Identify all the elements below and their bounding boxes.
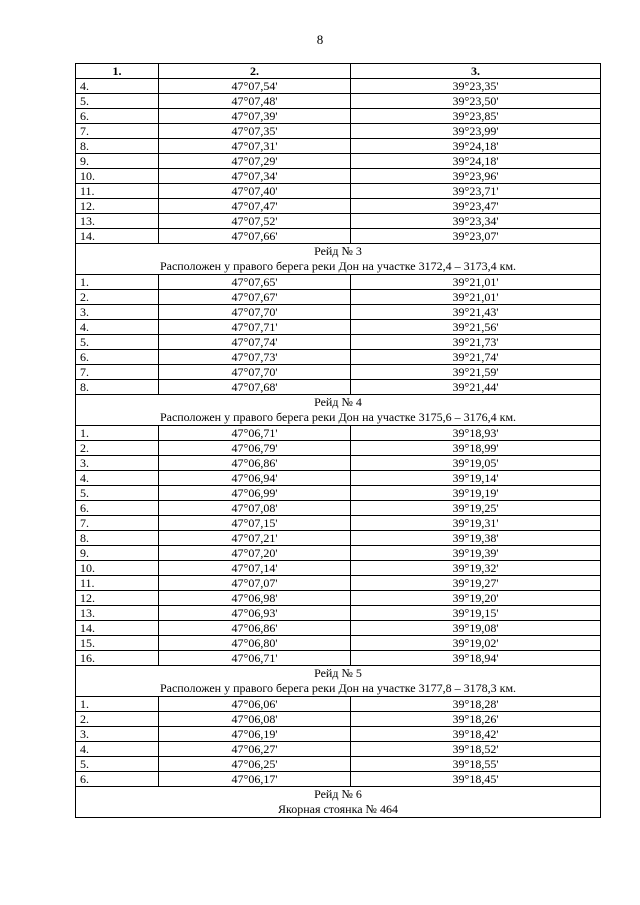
latitude-cell: 47°06,99' (159, 486, 351, 501)
point-number: 2. (76, 712, 159, 727)
table-row (76, 636, 601, 651)
longitude-cell: 39°19,25' (351, 501, 601, 516)
point-number: 10. (76, 169, 159, 184)
point-number: 4. (76, 471, 159, 486)
point-number: 1. (76, 697, 159, 712)
point-number: 6. (76, 501, 159, 516)
point-number: 3. (76, 305, 159, 320)
point-number: 5. (76, 486, 159, 501)
latitude-cell: 47°07,29' (159, 154, 351, 169)
latitude-cell: 47°07,21' (159, 531, 351, 546)
latitude-cell: 47°06,93' (159, 606, 351, 621)
latitude-cell: 47°07,48' (159, 94, 351, 109)
longitude-cell: 39°18,93' (351, 426, 601, 441)
table-row (76, 320, 601, 335)
latitude-cell: 47°07,20' (159, 546, 351, 561)
section-title: Рейд № 6 (314, 787, 362, 801)
longitude-cell: 39°19,08' (351, 621, 601, 636)
longitude-cell: 39°19,32' (351, 561, 601, 576)
table-row (76, 651, 601, 666)
table-row (76, 290, 601, 305)
coordinates-table (75, 63, 601, 818)
table-row (76, 335, 601, 350)
table-row (76, 441, 601, 456)
point-number: 8. (76, 531, 159, 546)
longitude-cell: 39°21,43' (351, 305, 601, 320)
latitude-cell: 47°06,27' (159, 742, 351, 757)
section-title: Рейд № 5 (314, 666, 362, 680)
longitude-cell: 39°23,07' (351, 229, 601, 244)
point-number: 3. (76, 456, 159, 471)
section-heading-row (76, 395, 601, 426)
page-number: 8 (316, 32, 324, 47)
longitude-cell: 39°18,55' (351, 757, 601, 772)
point-number: 13. (76, 214, 159, 229)
latitude-cell: 47°07,31' (159, 139, 351, 154)
latitude-cell: 47°07,73' (159, 350, 351, 365)
section-subtitle: Расположен у правого берега реки Дон на участке 3172,4 – 3173,4 км. (159, 259, 517, 273)
longitude-cell: 39°18,42' (351, 727, 601, 742)
point-number: 16. (76, 651, 159, 666)
table-row (76, 516, 601, 531)
table-row (76, 380, 601, 395)
table-row (76, 169, 601, 184)
section-heading (76, 395, 601, 426)
longitude-cell: 39°18,52' (351, 742, 601, 757)
section-heading (76, 666, 601, 697)
point-number: 4. (76, 742, 159, 757)
point-number: 11. (76, 576, 159, 591)
longitude-cell: 39°23,99' (351, 124, 601, 139)
point-number: 1. (76, 426, 159, 441)
longitude-cell: 39°21,44' (351, 380, 601, 395)
longitude-cell: 39°18,45' (351, 772, 601, 787)
latitude-cell: 47°06,08' (159, 712, 351, 727)
latitude-cell: 47°06,94' (159, 471, 351, 486)
table-row (76, 365, 601, 380)
longitude-cell: 39°21,56' (351, 320, 601, 335)
point-number: 6. (76, 109, 159, 124)
latitude-cell: 47°06,25' (159, 757, 351, 772)
section-subtitle: Якорная стоянка № 464 (277, 802, 399, 816)
table-row (76, 591, 601, 606)
longitude-cell: 39°18,99' (351, 441, 601, 456)
longitude-cell: 39°21,01' (351, 290, 601, 305)
point-number: 7. (76, 516, 159, 531)
point-number: 11. (76, 184, 159, 199)
latitude-cell: 47°07,08' (159, 501, 351, 516)
table-row (76, 561, 601, 576)
table-row (76, 471, 601, 486)
table-row (76, 712, 601, 727)
section-heading-row (76, 787, 601, 818)
longitude-cell: 39°23,34' (351, 214, 601, 229)
latitude-cell: 47°06,71' (159, 651, 351, 666)
longitude-cell: 39°23,96' (351, 169, 601, 184)
table-row (76, 486, 601, 501)
table-row (76, 697, 601, 712)
longitude-cell: 39°21,73' (351, 335, 601, 350)
latitude-cell: 47°07,14' (159, 561, 351, 576)
table-row (76, 184, 601, 199)
header-number: 1. (76, 64, 159, 79)
longitude-cell: 39°19,38' (351, 531, 601, 546)
latitude-cell: 47°07,52' (159, 214, 351, 229)
point-number: 8. (76, 139, 159, 154)
point-number: 2. (76, 290, 159, 305)
latitude-cell: 47°06,80' (159, 636, 351, 651)
section-title: Рейд № 3 (314, 244, 362, 258)
section-heading (76, 244, 601, 275)
point-number: 4. (76, 320, 159, 335)
section-subtitle: Расположен у правого берега реки Дон на участке 3177,8 – 3178,3 км. (159, 681, 517, 695)
table-row (76, 124, 601, 139)
latitude-cell: 47°07,68' (159, 380, 351, 395)
point-number: 1. (76, 275, 159, 290)
longitude-cell: 39°23,50' (351, 94, 601, 109)
latitude-cell: 47°07,74' (159, 335, 351, 350)
point-number: 5. (76, 335, 159, 350)
table-row (76, 94, 601, 109)
table-row (76, 79, 601, 94)
table-row (76, 576, 601, 591)
table-row (76, 426, 601, 441)
point-number: 15. (76, 636, 159, 651)
table-row (76, 229, 601, 244)
header-latitude: 2. (159, 64, 351, 79)
section-title: Рейд № 4 (314, 395, 362, 409)
point-number: 7. (76, 124, 159, 139)
section-heading-row (76, 666, 601, 697)
point-number: 14. (76, 229, 159, 244)
longitude-cell: 39°24,18' (351, 139, 601, 154)
point-number: 6. (76, 350, 159, 365)
latitude-cell: 47°07,54' (159, 79, 351, 94)
table-row (76, 742, 601, 757)
table-row (76, 199, 601, 214)
longitude-cell: 39°19,05' (351, 456, 601, 471)
point-number: 4. (76, 79, 159, 94)
latitude-cell: 47°06,98' (159, 591, 351, 606)
section-heading-row (76, 244, 601, 275)
latitude-cell: 47°07,71' (159, 320, 351, 335)
latitude-cell: 47°07,70' (159, 305, 351, 320)
point-number: 14. (76, 621, 159, 636)
point-number: 12. (76, 199, 159, 214)
latitude-cell: 47°07,66' (159, 229, 351, 244)
point-number: 13. (76, 606, 159, 621)
longitude-cell: 39°18,28' (351, 697, 601, 712)
table-row (76, 109, 601, 124)
table-row (76, 456, 601, 471)
point-number: 3. (76, 727, 159, 742)
latitude-cell: 47°07,47' (159, 199, 351, 214)
table-row (76, 350, 601, 365)
table-row (76, 621, 601, 636)
longitude-cell: 39°23,35' (351, 79, 601, 94)
latitude-cell: 47°07,67' (159, 290, 351, 305)
latitude-cell: 47°07,34' (159, 169, 351, 184)
point-number: 9. (76, 154, 159, 169)
table-row (76, 139, 601, 154)
table-row (76, 727, 601, 742)
section-subtitle: Расположен у правого берега реки Дон на участке 3175,6 – 3176,4 км. (159, 410, 517, 424)
point-number: 2. (76, 441, 159, 456)
latitude-cell: 47°07,70' (159, 365, 351, 380)
longitude-cell: 39°23,47' (351, 199, 601, 214)
longitude-cell: 39°21,01' (351, 275, 601, 290)
point-number: 10. (76, 561, 159, 576)
table-row (76, 772, 601, 787)
table-row (76, 606, 601, 621)
latitude-cell: 47°06,71' (159, 426, 351, 441)
table-row (76, 214, 601, 229)
longitude-cell: 39°19,14' (351, 471, 601, 486)
table-row (76, 275, 601, 290)
table-row (76, 546, 601, 561)
latitude-cell: 47°06,06' (159, 697, 351, 712)
longitude-cell: 39°18,26' (351, 712, 601, 727)
point-number: 7. (76, 365, 159, 380)
latitude-cell: 47°07,07' (159, 576, 351, 591)
coordinates-table-body (76, 64, 601, 818)
longitude-cell: 39°19,19' (351, 486, 601, 501)
latitude-cell: 47°06,17' (159, 772, 351, 787)
latitude-cell: 47°06,19' (159, 727, 351, 742)
header-longitude: 3. (351, 64, 601, 79)
longitude-cell: 39°23,71' (351, 184, 601, 199)
longitude-cell: 39°19,31' (351, 516, 601, 531)
longitude-cell: 39°21,74' (351, 350, 601, 365)
latitude-cell: 47°06,79' (159, 441, 351, 456)
point-number: 12. (76, 591, 159, 606)
longitude-cell: 39°24,18' (351, 154, 601, 169)
point-number: 5. (76, 757, 159, 772)
latitude-cell: 47°07,65' (159, 275, 351, 290)
table-row (76, 531, 601, 546)
latitude-cell: 47°07,35' (159, 124, 351, 139)
latitude-cell: 47°06,86' (159, 621, 351, 636)
section-heading (76, 787, 601, 818)
table-header-row (76, 64, 601, 79)
longitude-cell: 39°23,85' (351, 109, 601, 124)
point-number: 9. (76, 546, 159, 561)
point-number: 8. (76, 380, 159, 395)
latitude-cell: 47°06,86' (159, 456, 351, 471)
longitude-cell: 39°19,15' (351, 606, 601, 621)
table-row (76, 154, 601, 169)
longitude-cell: 39°19,39' (351, 546, 601, 561)
longitude-cell: 39°19,20' (351, 591, 601, 606)
point-number: 5. (76, 94, 159, 109)
latitude-cell: 47°07,39' (159, 109, 351, 124)
latitude-cell: 47°07,40' (159, 184, 351, 199)
longitude-cell: 39°18,94' (351, 651, 601, 666)
table-row (76, 757, 601, 772)
latitude-cell: 47°07,15' (159, 516, 351, 531)
longitude-cell: 39°19,02' (351, 636, 601, 651)
point-number: 6. (76, 772, 159, 787)
table-row (76, 305, 601, 320)
longitude-cell: 39°21,59' (351, 365, 601, 380)
longitude-cell: 39°19,27' (351, 576, 601, 591)
table-row (76, 501, 601, 516)
